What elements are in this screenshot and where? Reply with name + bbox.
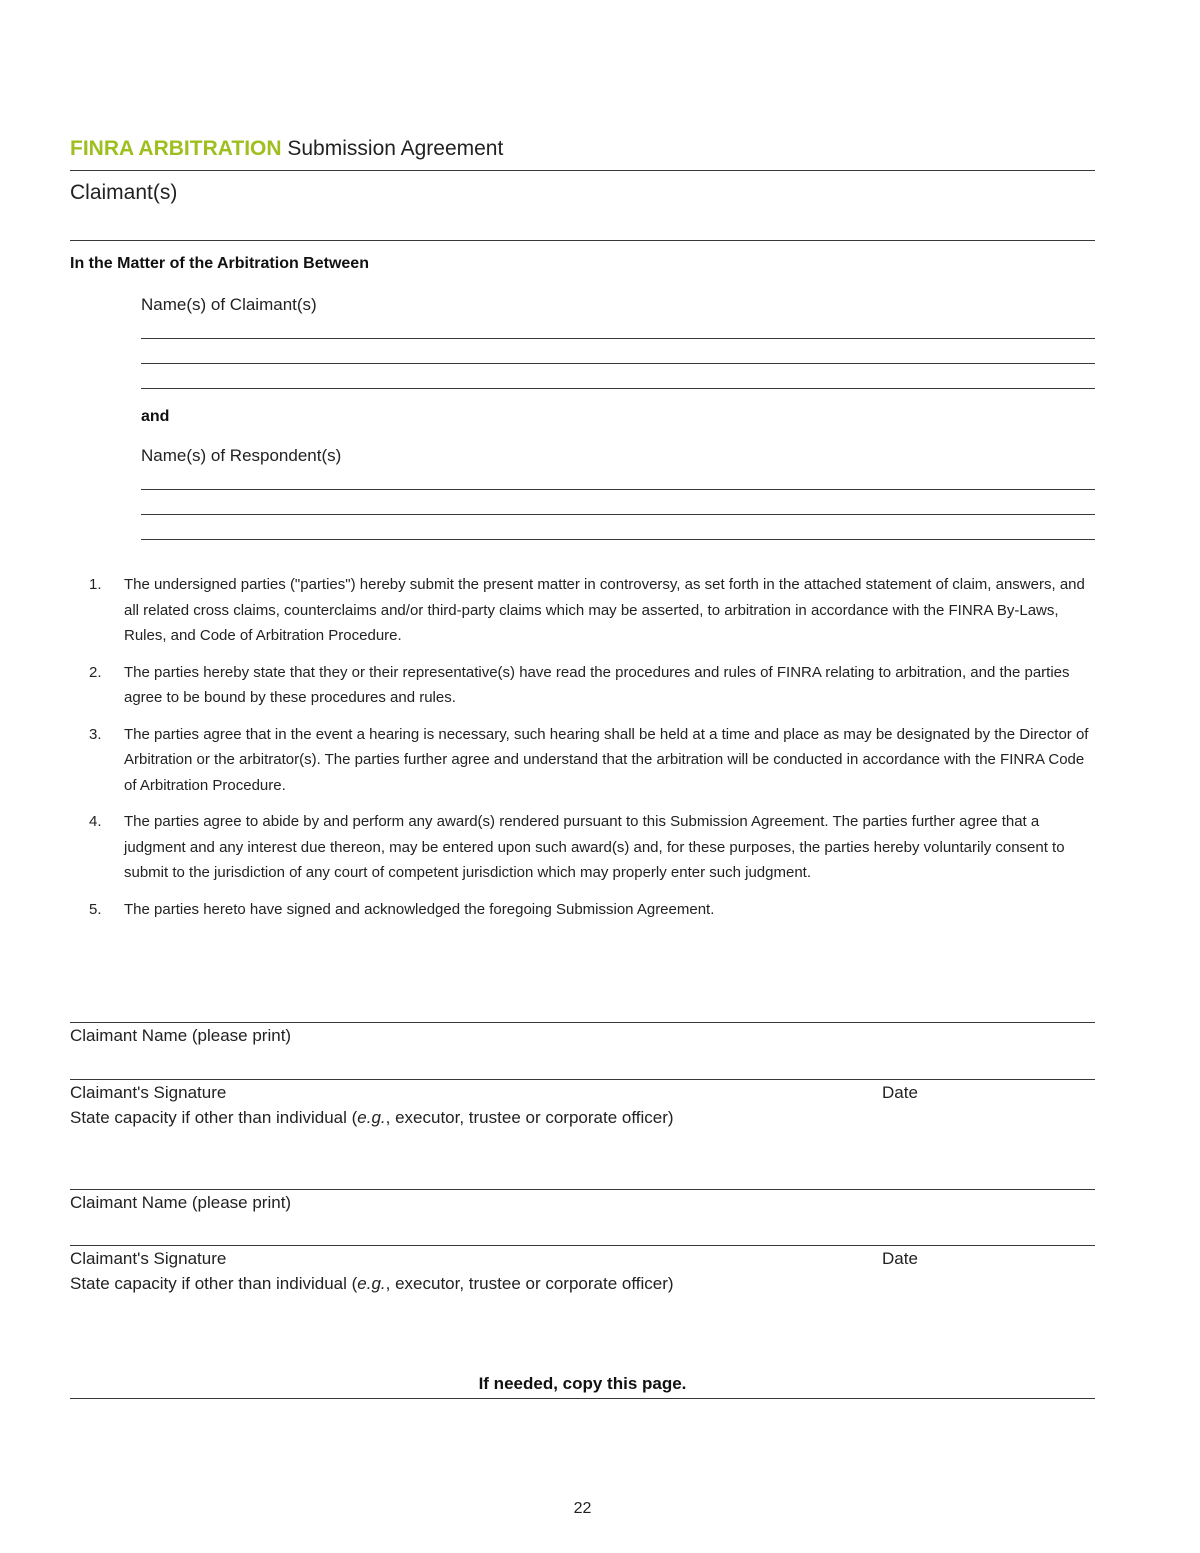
term-text: The parties agree that in the event a hearing is necessary, such hearing shall be held at a time and place as may be designated by the Director of Arbitration or the arbitrator(s). The parties further agree and understand that the arbitration will be conducted in accordance with the FINRA Code of Arbitration Procedure. (124, 725, 1089, 794)
respondents-label: Name(s) of Respondent(s) (141, 446, 342, 465)
date-label-1: Date (882, 1083, 918, 1102)
term-item (70, 809, 1095, 886)
term-item (70, 897, 1095, 923)
term-item (70, 572, 1095, 649)
matter-heading: In the Matter of the Arbitration Between (70, 255, 369, 272)
capacity-prefix: State capacity if other than individual ( (70, 1108, 358, 1127)
capacity-example: e.g. (357, 1274, 386, 1293)
claimant-name-field-1[interactable] (70, 1022, 1095, 1023)
claimants-label: Name(s) of Claimant(s) (141, 295, 317, 314)
claimant-signature-field-2[interactable] (70, 1245, 1095, 1246)
footer-rule (70, 1398, 1095, 1399)
claimant-name-line-1[interactable] (141, 338, 1095, 339)
document-subtitle: Submission Agreement (287, 137, 504, 160)
section-title: Claimant(s) (70, 181, 178, 204)
and-label: and (141, 408, 170, 425)
claimant-name-field-2[interactable] (70, 1189, 1095, 1190)
capacity-prefix: State capacity if other than individual ( (70, 1274, 358, 1293)
term-item (70, 722, 1095, 799)
term-item (70, 660, 1095, 711)
term-text: The parties hereby state that they or their representative(s) have read the procedures and rules of FINRA relating to arbitration, and the parties agree to be bound by these procedures and rules. (124, 663, 1070, 706)
terms-list (70, 572, 1095, 933)
claimant-name-label-1: Claimant Name (please print) (70, 1026, 292, 1045)
page-number: 22 (573, 1500, 592, 1517)
capacity-label-2 (70, 1274, 674, 1294)
term-text: The parties agree to abide by and perform any award(s) rendered pursuant to this Submission Agreement. The parties further agree that a judgment and any interest due thereon, may be entered upon such award(s) and, for these purposes, the parties hereby voluntarily consent to submit to the jurisdiction of any court of competent jurisdiction which may properly enter such judgment. (124, 813, 1065, 881)
date-label-2: Date (882, 1249, 918, 1268)
section-rule (70, 240, 1095, 241)
copy-page-note: If needed, copy this page. (478, 1374, 687, 1393)
claimant-signature-label-2: Claimant's Signature (70, 1249, 227, 1268)
capacity-suffix: , executor, trustee or corporate officer) (385, 1108, 674, 1127)
respondent-name-line-2[interactable] (141, 514, 1095, 515)
header-rule (70, 170, 1095, 171)
claimant-signature-label-1: Claimant's Signature (70, 1083, 227, 1102)
claimant-signature-field-1[interactable] (70, 1079, 1095, 1080)
claimant-name-line-2[interactable] (141, 363, 1095, 364)
respondent-name-line-1[interactable] (141, 489, 1095, 490)
claimant-name-line-3[interactable] (141, 388, 1095, 389)
claimant-name-label-2: Claimant Name (please print) (70, 1193, 292, 1212)
term-number: 2. (89, 663, 102, 681)
term-number: 5. (89, 900, 102, 918)
term-number: 4. (89, 813, 102, 830)
capacity-label-1 (70, 1108, 674, 1128)
capacity-suffix: , executor, trustee or corporate officer) (385, 1274, 674, 1293)
brand-name: FINRA ARBITRATION (70, 137, 282, 160)
term-text: The undersigned parties ("parties") hereby submit the present matter in controversy, as set forth in the attached statement of claim, answers, and all related cross claims, counterclaims and/or third-party claims which may be asserted, to arbitration in accordance with the FINRA By-Laws, Rules, and Code of Arbitration Procedure. (124, 576, 1085, 644)
term-text: The parties hereto have signed and acknowledged the foregoing Submission Agreement. (124, 900, 715, 918)
capacity-example: e.g. (357, 1108, 386, 1127)
document-title (70, 137, 503, 161)
term-number: 3. (89, 725, 102, 743)
term-number: 1. (89, 576, 102, 593)
respondent-name-line-3[interactable] (141, 539, 1095, 540)
